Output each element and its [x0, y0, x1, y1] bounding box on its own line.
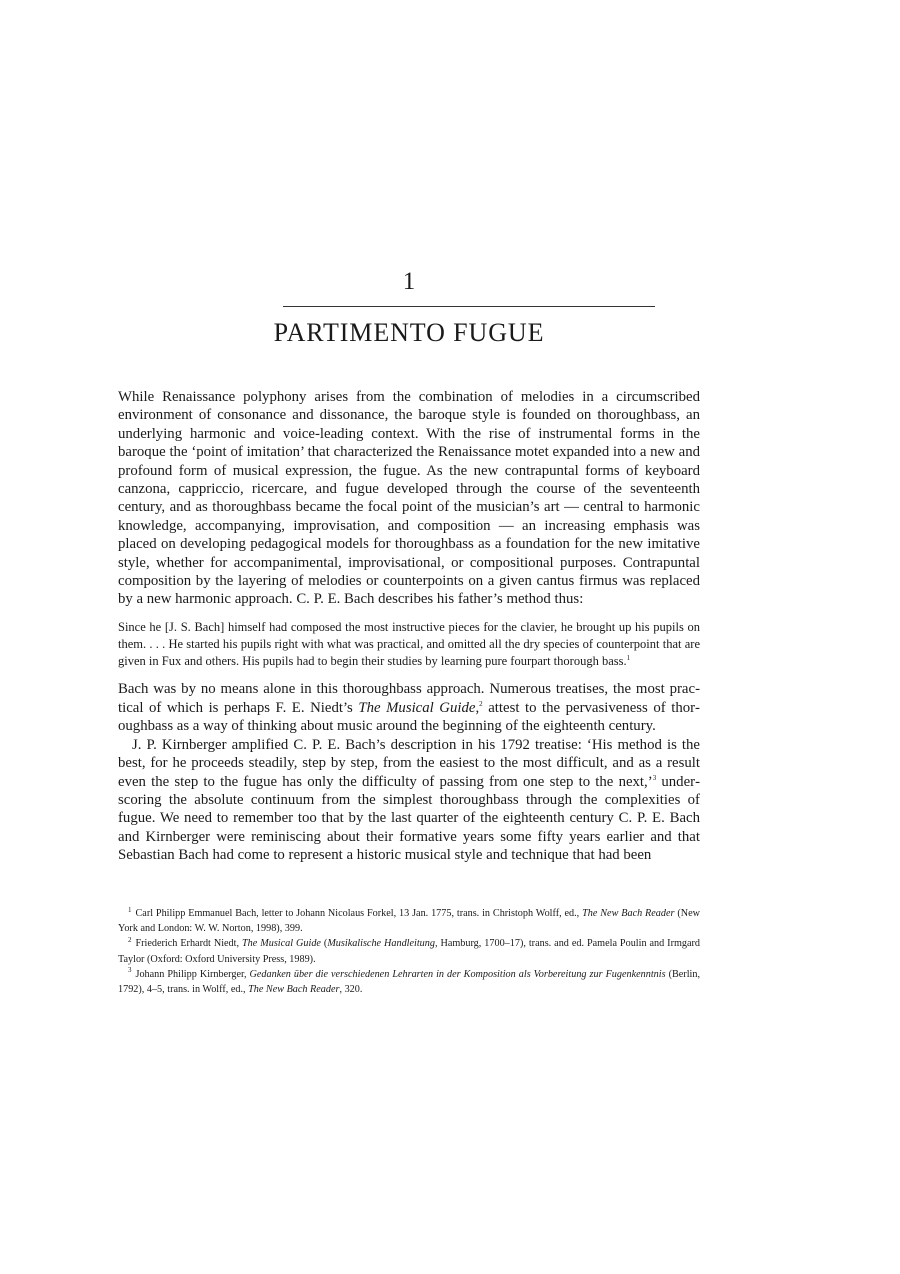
footnote-text: (Berlin, 1792), 4–5, trans. in Wolff, ed., [118, 968, 700, 996]
footnote-text: ( [320, 938, 328, 950]
footnote-marker: 3 [128, 966, 132, 975]
footnote-italic: The New Bach Reader [248, 984, 340, 996]
paragraph-kirnberger [118, 736, 700, 865]
footnote-italic: Gedanken über die verschiedenen Lehrarten in der Komposition als Vorbereitung zur Fugenkenntnis [249, 968, 666, 980]
footnote-1 [118, 906, 700, 936]
footnote-marker: 2 [128, 936, 132, 945]
block-quote [118, 619, 700, 671]
footnote-text: Friederich Erhardt Niedt, [135, 938, 242, 950]
footnote-italic: Musikalische Handleitung [327, 938, 435, 950]
footnote-ref-3: 3 [652, 773, 657, 782]
chapter-number: 1 [402, 268, 416, 295]
footnote-ref-2: 2 [479, 699, 483, 708]
paragraph-kirnberger-text-a: J. P. Kirnberger amplified C. P. E. Bach’s description in his 1792 treatise: ‘His method is the best, for he proceeds steadily, step by step, from the easiest to the most difficult, and as a result even the step to the fugue has only the difficulty of passing from one step to the next,’ [118, 736, 700, 790]
paragraph-kirnberger-text-b: underscoring the absolute continuum from the simplest thoroughbass through the complexities of fugue. We need to remember too that by the last quarter of the eighteenth century C. P. E. Bach and Kirnberger were reminiscing about their formative years some fifty years earlier and that Sebastian Bach had come to represent a historic musical style and technique that had been [118, 773, 701, 864]
footnote-2 [118, 936, 700, 966]
body-text [118, 388, 700, 865]
footnote-text: (New York and London: W. W. Norton, 1998), 399. [118, 908, 700, 935]
chapter-divider [283, 306, 655, 307]
paragraph-niedt: Bach was by no means alone in this thoroughbass approach. Numerous treatises, the most practical of which is perhaps F. E. Niedt’s The Musical Guide,$^2$ attest to the pervasiveness of thoroughbass as a way of thinking about music around the beginning of the eighteenth century. [118, 681, 700, 735]
footnote-text: Johann Philipp Kirnberger, [135, 968, 250, 980]
paragraph-niedt-text-a: Bach was by no means alone in this thoroughbass approach. Numerous treatises, the most practical of which is perhaps F. E. Niedt’s [118, 681, 700, 716]
footnote-3 [118, 967, 700, 997]
block-quote-text: Since he [J. S. Bach] himself had composed the most instructive pieces for the clavier, he brought up his pupils on them. . . . He started his pupils right with what was practical, and omitted all the dry species of counterpoint that are given in Fux and others. His pupils had to begin their studies by learning pure fourpart thorough bass. [118, 619, 700, 669]
footnotes [118, 906, 700, 997]
footnote-text: , 320. [339, 984, 363, 996]
paragraph-intro: While Renaissance polyphony arises from the combination of melodies in a circumscribed environment of consonance and dissonance, the baroque style is founded on thoroughbass, an underlying harmonic and voice-leading context. With the rise of instrumental forms in the baroque the ‘point of imitation’ that characterized the Renaissance motet expanded into a new and profound form of musical expression, the fugue. As the new contrapuntal forms of keyboard canzona, cappriccio, ricercare, and fugue developed through the course of the seventeenth century, and as thoroughbass became the focal point of the musician’s art — central to harmonic knowledge, accompanying, improvisation, and composition — an increasing emphasis was placed on developing pedagogical models for thoroughbass as a foundation for the new imitative style, whether for accompanimental, improvisational, or compositional purposes. Contrapuntal composition by the layering of melodies or counterpoints on a given cantus firmus was replaced by a new harmonic approach. C. P. E. Bach describes his father’s method thus: [118, 389, 700, 608]
paragraph-niedt-title: The Musical Guide [358, 699, 476, 716]
footnote-text: Carl Philipp Emmanuel Bach, letter to Johann Nicolaus Forkel, 13 Jan. 1775, trans. in Christoph Wolff, ed., [135, 908, 583, 919]
footnote-italic: The New Bach Reader [582, 908, 675, 919]
footnote-ref-1: 1 [626, 654, 631, 663]
footnote-italic: The Musical Guide [242, 938, 321, 950]
footnote-marker: 1 [128, 905, 132, 914]
paragraph-niedt-text-b: attest to the pervasiveness of thoroughbass as a way of thinking about music around the beginning of the eighteenth century. [118, 699, 700, 735]
footnote-text: , Hamburg, 1700–17), trans. and ed. Pamela Poulin and Irmgard Taylor (Oxford: Oxford University Press, 1989). [118, 938, 700, 965]
chapter-title: PARTIMENTO FUGUE [273, 318, 545, 347]
